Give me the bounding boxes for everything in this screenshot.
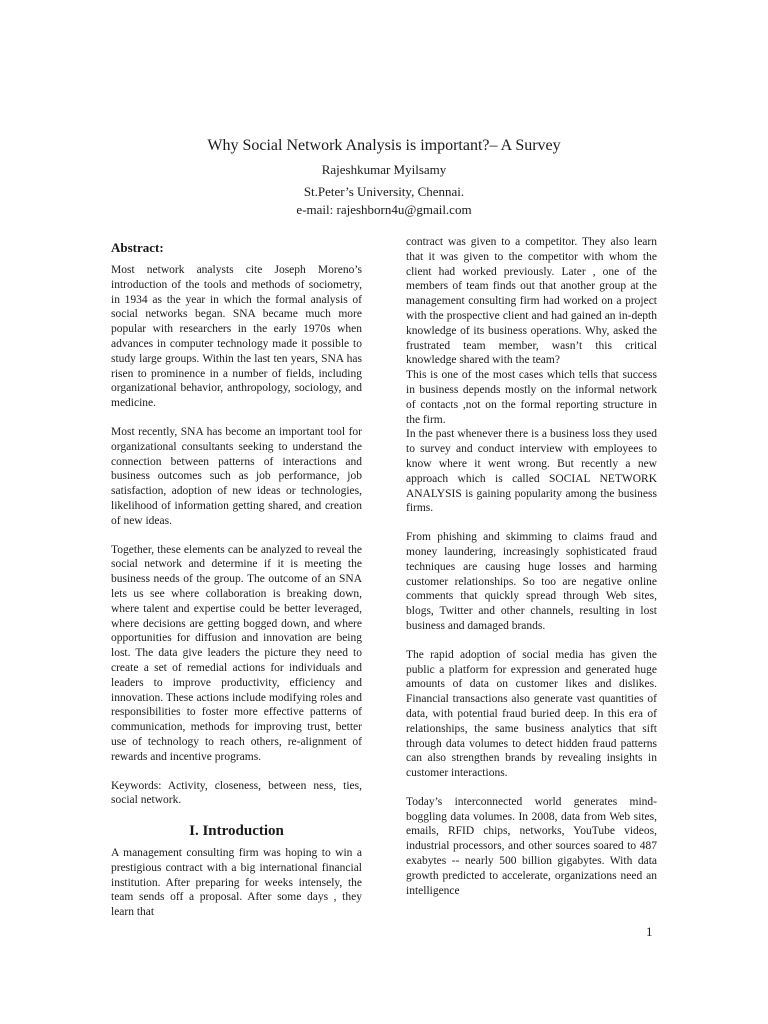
keywords: Keywords: Activity, closeness, between ness, ties, social network. xyxy=(111,779,362,807)
author-email: e-mail: rajeshborn4u@gmail.com xyxy=(296,202,472,217)
abstract-paragraph-1: Most network analysts cite Joseph Moreno’s introduction of the tools and methods of sociometry, in 1934 as the year in which the formal analysis of social networks began. SNA became much more popular with researchers in the early 1970s when advances in computer technology made it possible to study large groups. Within the last ten years, SNA has risen to prominence in a number of fields, including organizational behavior, anthropology, sociology, and medicine. xyxy=(111,264,362,410)
left-column xyxy=(111,238,362,920)
abstract-heading: Abstract: xyxy=(111,240,164,255)
abstract-paragraph-2: Most recently, SNA has become an important tool for organizational consultants seeking to understand the connection between patterns of interactions and business outcomes such as job performance, job satisfaction, adoption of new ideas or technologies, likelihood of information getting shared, and creation of new ideas. xyxy=(111,425,362,527)
paper-title: Why Social Network Analysis is important?– A Survey xyxy=(207,137,561,154)
body-paragraph-6: Today’s interconnected world generates mind-boggling data volumes. In 2008, data from Web sites, emails, RFID chips, networks, YouTube videos, industrial processors, and other sources soared to 487 exabytes -- nearly 500 billion gigabytes. With data growth predicted to accelerate, organizations need an intelligence xyxy=(406,795,657,897)
author-affiliation: St.Peter’s University, Chennai. xyxy=(303,184,465,199)
author-name: Rajeshkumar Myilsamy xyxy=(321,162,447,177)
abstract-paragraph-3: Together, these elements can be analyzed to reveal the social network and determine if it is meeting the business needs of the group. The outcome of an SNA lets us see where collaboration is breaking down, where talent and expertise could be better leveraged, where decisions are getting bogged down, and where opportunities for diffusion and innovation are being lost. The data give leaders the picture they need to create a set of remedial actions for individuals and leaders to improve productivity, efficiency and innovation. These actions include modifying roles and responsibilities to foster more effective patterns of communication, methods for improving trust, better use of technology to reach others, re-alignment of rewards and incentive programs. xyxy=(111,543,362,763)
page-number: 1 xyxy=(646,924,653,939)
body-paragraph-1: contract was given to a competitor. They also learn that it was given to the competitor with whom the client had worked previously. Later , one of the members of team finds out that another group at the management consulting firm had worked on a project with the prospective client and had gained an in-depth knowledge of its business operations. Why, asked the frustrated team member, wasn’t this critical knowledge shared with the team? xyxy=(406,236,657,367)
body-paragraph-3: In the past whenever there is a business loss they used to survey and conduct interview with employees to know where it went wrong. But recently a new approach which is called SOCIAL NETWORK ANALYSIS is gaining popularity among the business firms. xyxy=(406,428,657,515)
body-paragraph-2: This is one of the most cases which tells that success in business depends mostly on the informal network of contacts ,not on the formal reporting structure in the firm. xyxy=(406,369,657,426)
body-paragraph-4: From phishing and skimming to claims fraud and money laundering, increasingly sophisticated fraud techniques are causing huge losses and harming customer relationships. So too are negative online comments that quickly spread through Web sites, blogs, Twitter and other channels, resulting in lost business and damaged brands. xyxy=(406,531,657,632)
introduction-paragraph: A management consulting firm was hoping to win a prestigious contract with a big international financial institution. After preparing for weeks intensely, the team sends off a proposal. After some days , they learn that xyxy=(111,847,362,919)
paper-header xyxy=(0,136,768,219)
right-column xyxy=(406,235,657,898)
introduction-heading: I. Introduction xyxy=(189,823,284,840)
body-paragraph-5: The rapid adoption of social media has given the public a platform for expression and generated huge amounts of data on customer likes and dislikes. Financial transactions also generate vast quantities of data, with potential fraud buried deep. In this era of relationships, the same business analytics that sift through data volumes to detect hidden fraud patterns can also strengthen brands by revealing insights in customer interactions. xyxy=(406,648,657,780)
